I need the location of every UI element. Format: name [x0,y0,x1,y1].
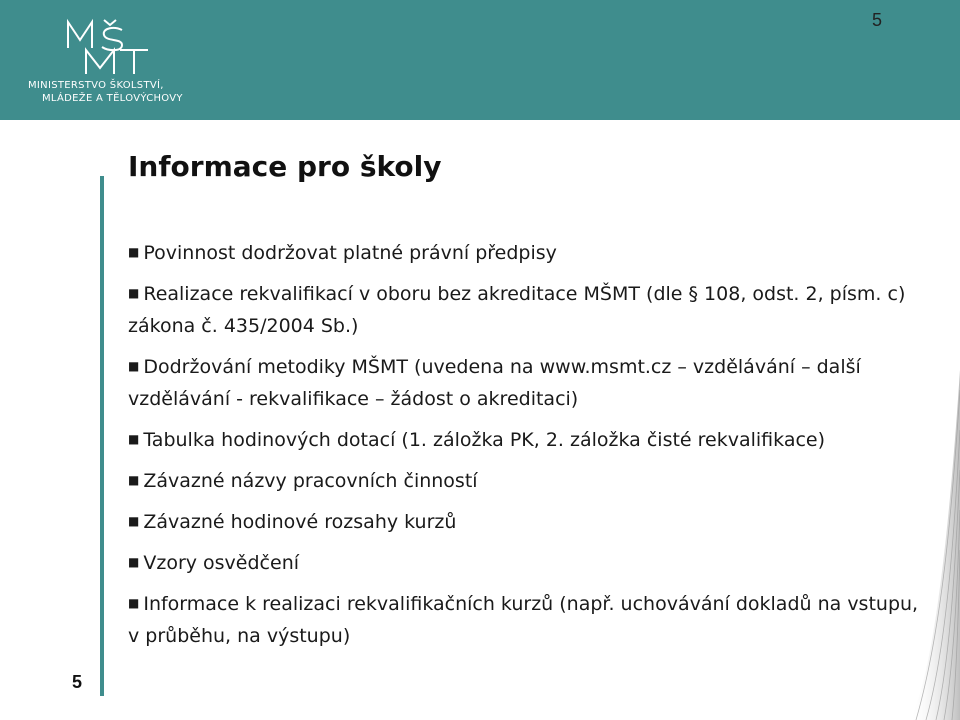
square-bullet-icon: ■ [128,514,140,528]
msmt-logo [28,18,218,110]
bullet-item [128,350,928,415]
bullet-item [128,423,928,456]
bullet-item [128,464,928,497]
header-band [0,0,960,120]
logo-text-line-1: MINISTERSTVO ŠKOLSTVÍ, [28,80,164,91]
page-curl-decoration [880,370,960,720]
accent-bar [100,176,104,696]
square-bullet-icon: ■ [128,596,140,610]
square-bullet-icon: ■ [128,432,140,446]
bullet-text: Dodržování metodiky MŠMT (uvedena na www.msmt.cz – vzdělávání – další vzdělávání - rekvalifikace – žádost o akreditaci) [128,356,861,410]
bullet-text: Závazné hodinové rozsahy kurzů [143,511,457,533]
bullet-item [128,505,928,538]
square-bullet-icon: ■ [128,359,140,373]
bullet-item [128,236,928,269]
bullet-item [128,546,928,579]
square-bullet-icon: ■ [128,555,140,569]
bullet-text: Tabulka hodinových dotací (1. záložka PK, 2. záložka čisté rekvalifikace) [143,429,826,451]
bullet-item [128,277,928,342]
bullet-text: Závazné názvy pracovních činností [143,470,478,492]
bullet-list [128,236,928,660]
logo-text-line-2: MLÁDEŽE A TĚLOVÝCHOVY [42,93,183,104]
bullet-text: Informace k realizaci rekvalifikačních kurzů (např. uchovávání dokladů na vstupu, v průběhu, na výstupu) [128,593,919,647]
bullet-text: Vzory osvědčení [143,552,300,574]
bullet-text: Realizace rekvalifikací v oboru bez akreditace MŠMT (dle § 108, odst. 2, písm. c) zákona č. 435/2004 Sb.) [128,283,906,337]
page-number-top: 5 [871,10,882,30]
square-bullet-icon: ■ [128,286,140,300]
page-number-bottom: 5 [72,672,83,692]
msmt-logo-mark-icon [64,18,154,76]
bullet-item [128,587,928,652]
bullet-text: Povinnost dodržovat platné právní předpisy [143,242,557,264]
slide-title: Informace pro školy [128,150,442,183]
square-bullet-icon: ■ [128,473,140,487]
square-bullet-icon: ■ [128,245,140,259]
